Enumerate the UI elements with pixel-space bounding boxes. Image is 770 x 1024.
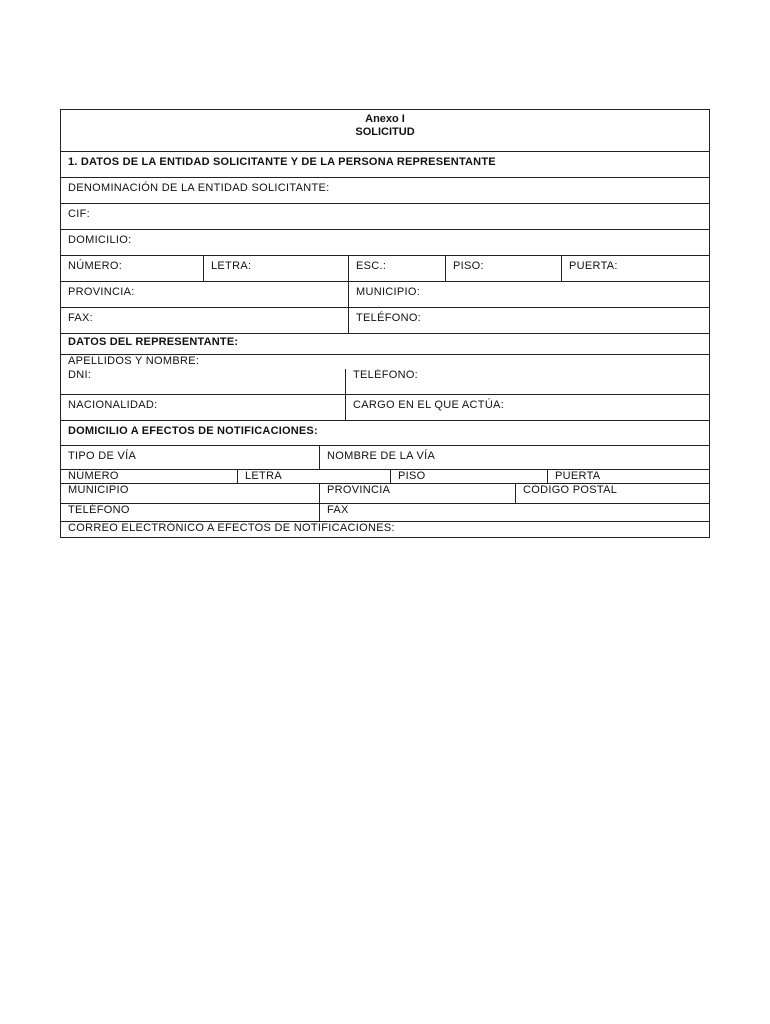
cargo-field[interactable]: CARGO EN EL QUE ACTÚA:: [345, 395, 709, 420]
notif-puerta-field[interactable]: PUERTA: [547, 470, 709, 483]
letra-field[interactable]: LETRA:: [203, 256, 348, 281]
annex-label: Anexo I: [365, 113, 405, 125]
denominacion-field[interactable]: DENOMINACIÓN DE LA ENTIDAD SOLICITANTE:: [68, 182, 330, 194]
notif-piso-field[interactable]: PISO: [390, 470, 547, 483]
notificaciones-heading-row: [61, 421, 709, 446]
municipio-field[interactable]: MUNICIPIO:: [348, 282, 709, 307]
correo-row: [61, 522, 709, 538]
domicilio-row: [61, 230, 709, 256]
provincia-row: [61, 282, 709, 308]
notif-municipio-row: [61, 484, 709, 504]
cif-field[interactable]: CIF:: [68, 208, 90, 220]
nombre-via-field[interactable]: NOMBRE DE LA VÍA: [319, 446, 709, 469]
tipo-via-field[interactable]: TIPO DE VÍA: [68, 450, 137, 462]
correo-field[interactable]: CORREO ELECTRÓNICO A EFECTOS DE NOTIFICACIONES:: [68, 522, 395, 534]
dni-field[interactable]: DNI:: [68, 369, 92, 381]
fax-field[interactable]: FAX:: [68, 312, 94, 324]
provincia-field[interactable]: PROVINCIA:: [68, 286, 135, 298]
cif-row: [61, 204, 709, 230]
notif-provincia-field[interactable]: PROVINCIA: [319, 484, 515, 503]
apellidos-row: [61, 355, 709, 369]
nacionalidad-field[interactable]: NACIONALIDAD:: [68, 399, 158, 411]
dni-row: [61, 369, 709, 395]
notif-municipio-field[interactable]: MUNICIPIO: [68, 484, 129, 496]
notif-telefono-field[interactable]: TELÉFONO: [68, 504, 130, 516]
section1-heading: 1. DATOS DE LA ENTIDAD SOLICITANTE Y DE LA PERSONA REPRESENTANTE: [68, 156, 496, 168]
rep-telefono-field[interactable]: TELÉFONO:: [345, 369, 709, 394]
telefono-field[interactable]: TELÉFONO:: [348, 308, 709, 333]
section1-heading-row: [61, 152, 709, 178]
nacionalidad-row: [61, 395, 709, 421]
domicilio-field[interactable]: DOMICILIO:: [68, 234, 132, 246]
piso-field[interactable]: PISO:: [445, 256, 561, 281]
esc-field[interactable]: ESC.:: [348, 256, 445, 281]
fax-row: [61, 308, 709, 334]
notif-numero-field[interactable]: NÚMERO: [68, 470, 119, 482]
representante-heading: DATOS DEL REPRESENTANTE:: [68, 336, 239, 348]
numero-field[interactable]: NÚMERO:: [68, 260, 123, 272]
form-title: SOLICITUD: [355, 126, 415, 138]
address-detail-row: [61, 256, 709, 282]
notif-fax-field[interactable]: FAX: [319, 504, 709, 521]
apellidos-field[interactable]: APELLIDOS Y NOMBRE:: [68, 355, 200, 367]
notif-letra-field[interactable]: LETRA: [237, 470, 390, 483]
representante-heading-row: [61, 334, 709, 355]
denominacion-row: [61, 178, 709, 204]
via-row: [61, 446, 709, 470]
notif-numero-row: [61, 470, 709, 484]
codigo-postal-field[interactable]: CÓDIGO POSTAL: [515, 484, 709, 503]
puerta-field[interactable]: PUERTA:: [561, 256, 709, 281]
solicitud-form: [60, 109, 710, 538]
notificaciones-heading: DOMICILIO A EFECTOS DE NOTIFICACIONES:: [68, 425, 318, 437]
notif-telefono-row: [61, 504, 709, 522]
form-title-block: [61, 110, 709, 152]
